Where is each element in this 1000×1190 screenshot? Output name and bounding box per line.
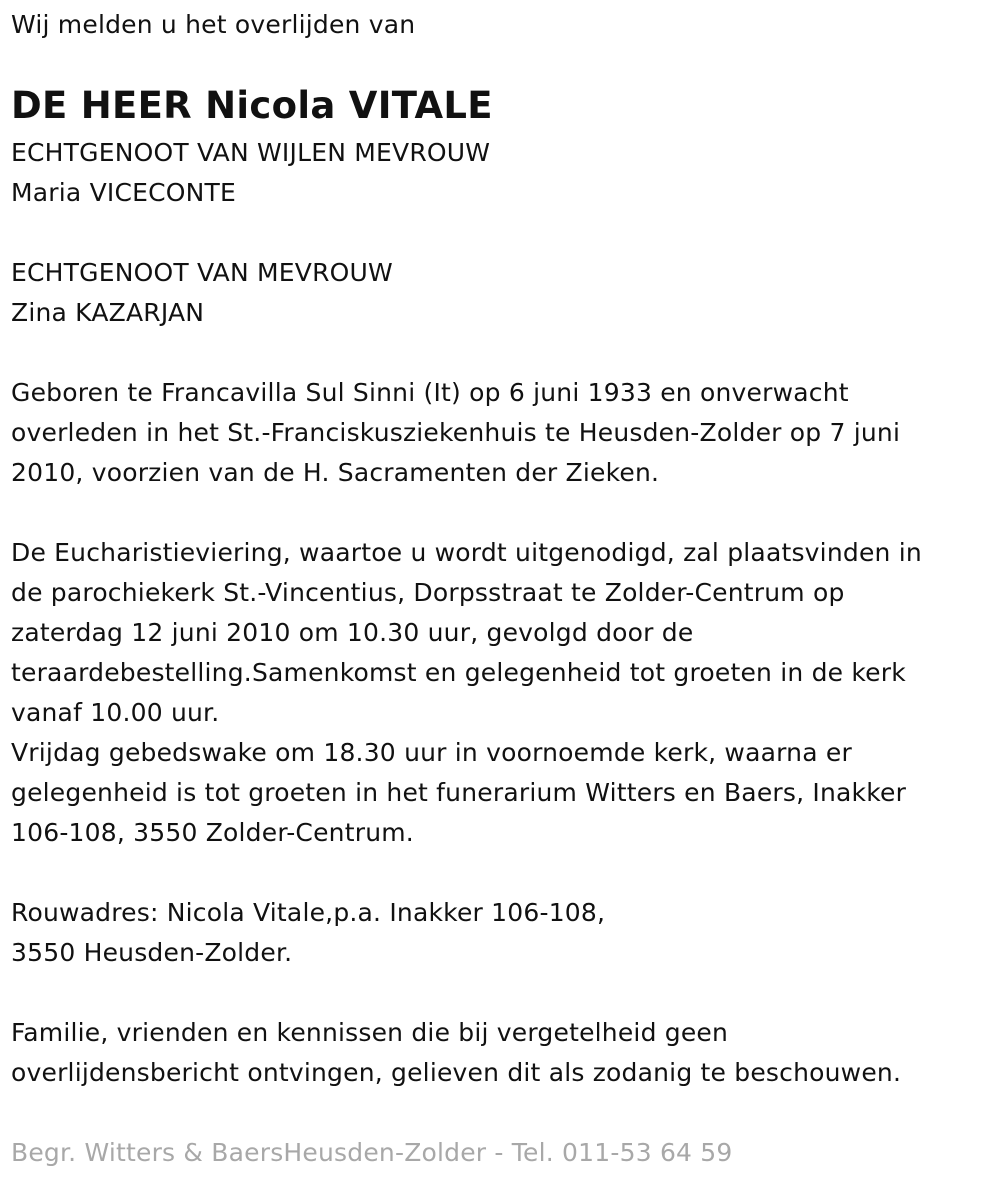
paragraph-line: overlijdensbericht ontvingen, gelieven dit als zodanig te beschouwen. [11,1058,902,1087]
birth-death-paragraph [11,373,900,493]
late-spouse-title: ECHTGENOOT VAN WIJLEN MEVROUW [11,138,491,167]
paragraph-line: 2010, voorzien van de H. Sacramenten der Zieken. [11,458,660,487]
paragraph-line: 3550 Heusden-Zolder. [11,938,293,967]
paragraph-line: Vrijdag gebedswake om 18.30 uur in voornoemde kerk, waarna er [11,738,852,767]
paragraph-line: gelegenheid is tot groeten in het funerarium Witters en Baers, Inakker [11,778,907,807]
paragraph-line: Geboren te Francavilla Sul Sinni (It) op 6 juni 1933 en onverwacht [11,378,849,407]
paragraph-line: Rouwadres: Nicola Vitale,p.a. Inakker 106-108, [11,898,606,927]
paragraph-line: Familie, vrienden en kennissen die bij vergetelheid geen [11,1018,729,1047]
paragraph-line: De Eucharistieviering, waartoe u wordt uitgenodigd, zal plaatsvinden in [11,538,922,567]
late-spouse-block [11,133,490,213]
paragraph-line: overleden in het St.-Franciskusziekenhuis te Heusden-Zolder op 7 juni [11,418,901,447]
late-spouse-name: Maria VICECONTE [11,178,237,207]
spouse-title: ECHTGENOOT VAN MEVROUW [11,258,393,287]
funeral-paragraph [11,533,922,853]
family-note [11,1013,901,1093]
mourning-address [11,893,605,973]
funeral-home-footer: Begr. Witters & BaersHeusden-Zolder - Tel. 011-53 64 59 [11,1138,733,1167]
paragraph-line: de parochiekerk St.-Vincentius, Dorpsstraat te Zolder-Centrum op [11,578,845,607]
paragraph-line: teraardebestelling.Samenkomst en gelegenheid tot groeten in de kerk [11,658,906,687]
spouse-name: Zina KAZARJAN [11,298,205,327]
intro-text: Wij melden u het overlijden van [11,10,416,39]
deceased-name: DE HEER Nicola VITALE [11,84,493,127]
paragraph-line: 106-108, 3550 Zolder-Centrum. [11,818,414,847]
spouse-block [11,253,393,333]
paragraph-line: zaterdag 12 juni 2010 om 10.30 uur, gevolgd door de [11,618,694,647]
paragraph-line: vanaf 10.00 uur. [11,698,220,727]
